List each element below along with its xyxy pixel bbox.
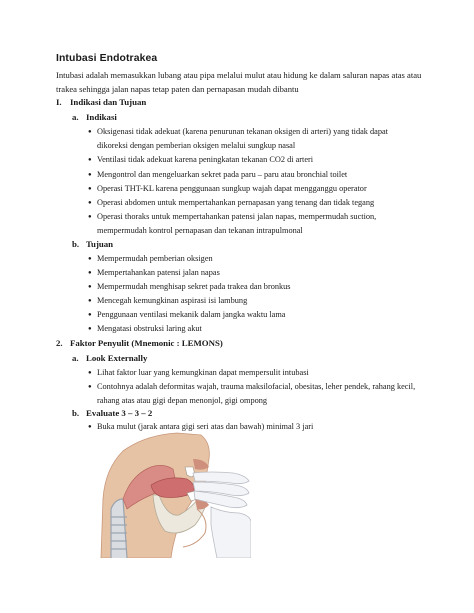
bullet-icon: ● xyxy=(88,256,92,262)
subsection-number: b. xyxy=(72,239,80,249)
bullet-icon: ● xyxy=(88,326,92,332)
section-title: Faktor Penyulit (Mnemonic : LEMONS) xyxy=(70,338,223,348)
subsection-heading-indikasi xyxy=(72,112,117,122)
bullet-icon: ● xyxy=(88,129,92,135)
section-number: 2. xyxy=(56,338,63,348)
list-item-text: Oksigenasi tidak adekuat (karena penurunan tekanan oksigen di arteri) yang tidak dapat dikoreksi dengan pemberian oksigen melalui sungkup nasal xyxy=(97,127,388,151)
bullet-icon: ● xyxy=(88,172,92,178)
subsection-heading-evaluate xyxy=(72,408,152,418)
subsection-number: b. xyxy=(72,408,80,418)
list-item-text: Mengatasi obstruksi laring akut xyxy=(97,324,202,333)
list-item-text: Buka mulut (jarak antara gigi seri atas dan bawah) minimal 3 jari xyxy=(97,422,314,431)
section-title: Indikasi dan Tujuan xyxy=(70,97,147,107)
list-item-text: Operasi abdomen untuk mempertahankan pernapasan yang tenang dan tidak tegang xyxy=(97,198,375,207)
mouth-opening-illustration xyxy=(93,429,251,558)
subsection-title: Tujuan xyxy=(86,239,114,249)
bullet-icon: ● xyxy=(88,284,92,290)
bullet-icon: ● xyxy=(88,370,92,376)
list-item-text: Penggunaan ventilasi mekanik dalam jangka waktu lama xyxy=(97,310,286,319)
subsection-title: Evaluate 3 – 3 – 2 xyxy=(86,408,153,418)
section-heading-2 xyxy=(56,338,223,348)
list-item-text: Mengontrol dan mengeluarkan sekret pada paru – paru atau bronchial toilet xyxy=(97,170,348,179)
page-title: Intubasi Endotrakea xyxy=(56,53,158,64)
subsection-number: a. xyxy=(72,353,79,363)
subsection-title: Indikasi xyxy=(86,112,117,122)
list-item-text: Mencegah kemungkinan aspirasi isi lambung xyxy=(97,296,248,305)
bullet-icon: ● xyxy=(88,312,92,318)
list-item-text: Contohnya adalah deformitas wajah, trauma maksilofacial, obesitas, leher pendek, rahang kecil, rahang atas atau gigi depan menonjol, gigi ompong xyxy=(97,382,416,406)
list-item-text: Ventilasi tidak adekuat karena peningkatan tekanan CO2 di arteri xyxy=(97,155,314,164)
bullet-icon: ● xyxy=(88,270,92,276)
subsection-heading-look-externally xyxy=(72,353,147,363)
bullet-icon: ● xyxy=(88,298,92,304)
list-item-text: Mempertahankan patensi jalan napas xyxy=(97,268,220,277)
list-item-text: Mempermudah menghisap sekret pada trakea dan bronkus xyxy=(97,282,291,291)
list-item-text: Mempermudah pemberian oksigen xyxy=(97,254,213,263)
bullet-icon: ● xyxy=(88,186,92,192)
bullet-icon: ● xyxy=(88,200,92,206)
section-heading-1 xyxy=(56,97,146,107)
intro-paragraph: Intubasi adalah memasukkan lubang atau pipa melalui mulut atau hidung ke dalam saluran napas atas atau trakea sehingga jalan napas tetap paten dan pernapasan mudah dibantu xyxy=(56,70,422,95)
list-item-text: Lihat faktor luar yang kemungkinan dapat mempersulit intubasi xyxy=(97,368,309,377)
bullet-icon: ● xyxy=(88,214,92,220)
section-number: I. xyxy=(56,97,62,107)
subsection-title: Look Externally xyxy=(86,353,148,363)
bullet-icon: ● xyxy=(88,157,92,163)
list-item-text: Operasi thoraks untuk mempertahankan patensi jalan napas, mempermudah suction, mempermudah kontrol pernapasan dan tekanan intrapulmonal xyxy=(97,212,377,236)
subsection-number: a. xyxy=(72,112,79,122)
bullet-icon: ● xyxy=(88,384,92,390)
list-item-text: Operasi THT-KL karena penggunaan sungkup wajah dapat mengganggu operator xyxy=(97,184,367,193)
bullet-icon: ● xyxy=(88,424,92,430)
subsection-heading-tujuan xyxy=(72,239,113,249)
